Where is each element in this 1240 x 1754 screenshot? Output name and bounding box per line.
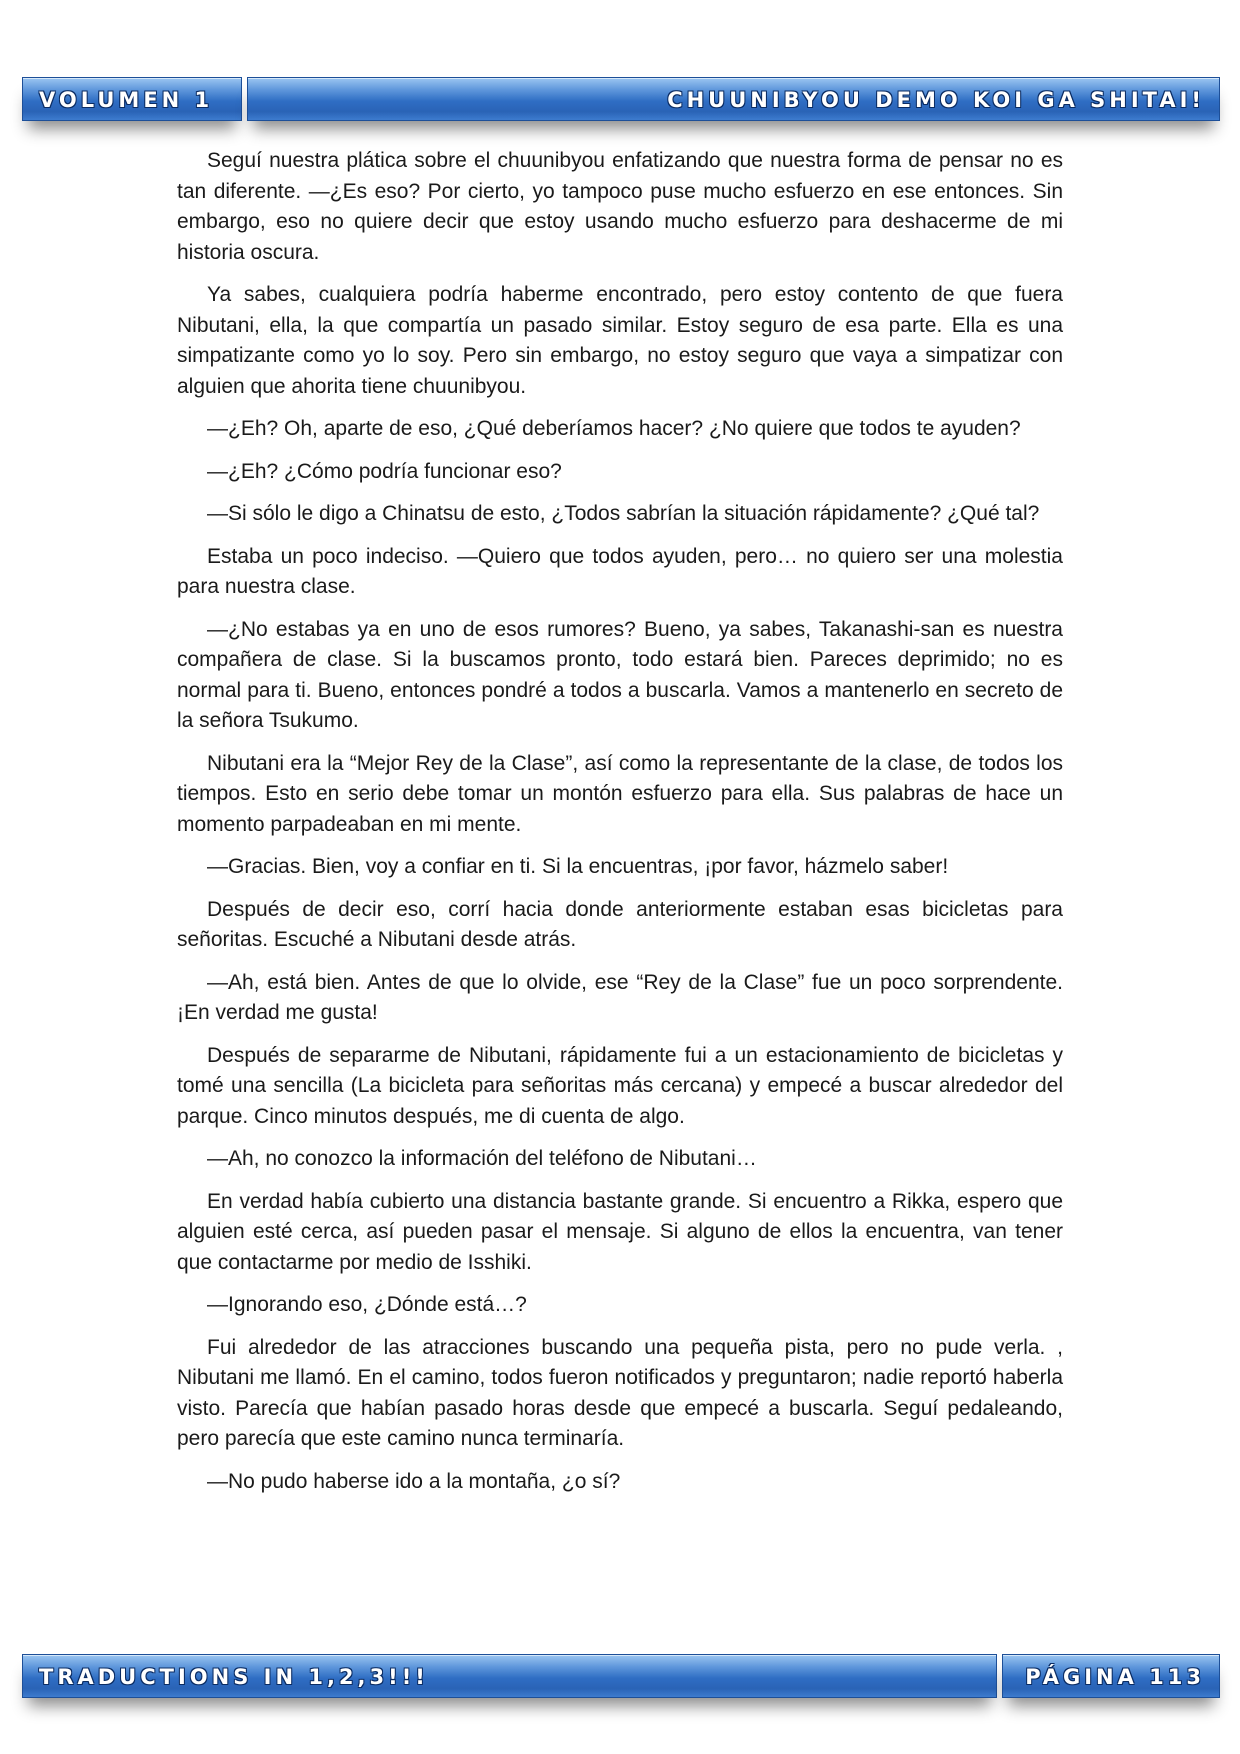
paragraph: Seguí nuestra plática sobre el chuunibyou enfatizando que nuestra forma de pensar no es tan diferente. —¿Es eso? Por cierto, yo tampoco puse mucho esfuerzo en ese entonces. Sin embargo, eso no quiere decir que estoy usando mucho esfuerzo para deshacerme de mi historia oscura. bbox=[177, 149, 1063, 264]
paragraph: —¿No estabas ya en uno de esos rumores? Bueno, ya sabes, Takanashi-san es nuestra compañera de clase. Si la buscamos pronto, todo estará bien. Pareces deprimido; no es normal para ti. Bueno, entonces pondré a todos a buscarla. Vamos a mantenerlo en secreto de la señora Tsukumo. bbox=[177, 617, 1063, 732]
paragraph: Fui alrededor de las atracciones buscando una pequeña pista, pero no pude verla. , Nibutani me llamó. En el camino, todos fueron notificados y preguntaron; nadie reportó haberla visto. Parecía que habían pasado horas desde que empecé a buscarla. Seguí pedaleando, pero parecía que este camino nunca terminaría. bbox=[177, 1335, 1063, 1450]
header-volume-label: VOLUMEN 1 bbox=[22, 77, 242, 121]
paragraph: —No pudo haberse ido a la montaña, ¿o sí? bbox=[207, 1469, 621, 1493]
paragraph: —Ah, está bien. Antes de que lo olvide, ese “Rey de la Clase” fue un poco sorprendente. ¡En verdad me gusta! bbox=[177, 970, 1063, 1024]
paragraph: En verdad había cubierto una distancia bastante grande. Si encuentro a Rikka, espero que alguien esté cerca, así pueden pasar el mensaje. Si alguno de ellos la encuentra, van tener que contactarme por medio de Isshiki. bbox=[177, 1189, 1063, 1274]
paragraph: —¿Eh? Oh, aparte de eso, ¿Qué deberíamos hacer? ¿No quiere que todos te ayuden? bbox=[207, 417, 1021, 440]
paragraph: Estaba un poco indeciso. —Quiero que todos ayuden, pero… no quiero ser una molestia para nuestra clase. bbox=[177, 544, 1063, 598]
page-number: PÁGINA 113 bbox=[1002, 1654, 1220, 1698]
paragraph: —Si sólo le digo a Chinatsu de esto, ¿Todos sabrían la situación rápidamente? ¿Qué tal? bbox=[207, 502, 1040, 525]
paragraph: Después de decir eso, corrí hacia donde anteriormente estaban esas bicicletas para señoritas. Escuché a Nibutani desde atrás. bbox=[177, 897, 1063, 951]
header-title: CHUUNIBYOU DEMO KOI GA SHITAI! bbox=[247, 77, 1220, 121]
paragraph: —Gracias. Bien, voy a confiar en ti. Si la encuentras, ¡por favor, házmelo saber! bbox=[207, 855, 949, 878]
paragraph: —Ignorando eso, ¿Dónde está…? bbox=[207, 1293, 527, 1316]
paragraph: Después de separarme de Nibutani, rápidamente fui a un estacionamiento de bicicletas y tomé una sencilla (La bicicleta para señoritas más cercana) y empecé a buscar alrededor del parque. Cinco minutos después, me di cuenta de algo. bbox=[177, 1043, 1063, 1128]
paragraph: —Ah, no conozco la información del teléfono de Nibutani… bbox=[207, 1147, 757, 1170]
paragraph: Ya sabes, cualquiera podría haberme encontrado, pero estoy contento de que fuera Nibutani, ella, la que compartía un pasado similar. Estoy seguro de esa parte. Ella es una simpatizante como yo lo soy. Pero sin embargo, no estoy seguro que vaya a simpatizar con alguien que ahorita tiene chuunibyou. bbox=[177, 283, 1063, 398]
footer-credits: TRADUCTIONS IN 1,2,3!!! bbox=[22, 1654, 997, 1698]
paragraph: —¿Eh? ¿Cómo podría funcionar eso? bbox=[207, 459, 562, 483]
page-body bbox=[177, 146, 1063, 1509]
paragraph: Nibutani era la “Mejor Rey de la Clase”, así como la representante de la clase, de todos los tiempos. Esto en serio debe tomar un montón esfuerzo para ella. Sus palabras de hace un momento parpadeaban en mi mente. bbox=[177, 751, 1063, 836]
